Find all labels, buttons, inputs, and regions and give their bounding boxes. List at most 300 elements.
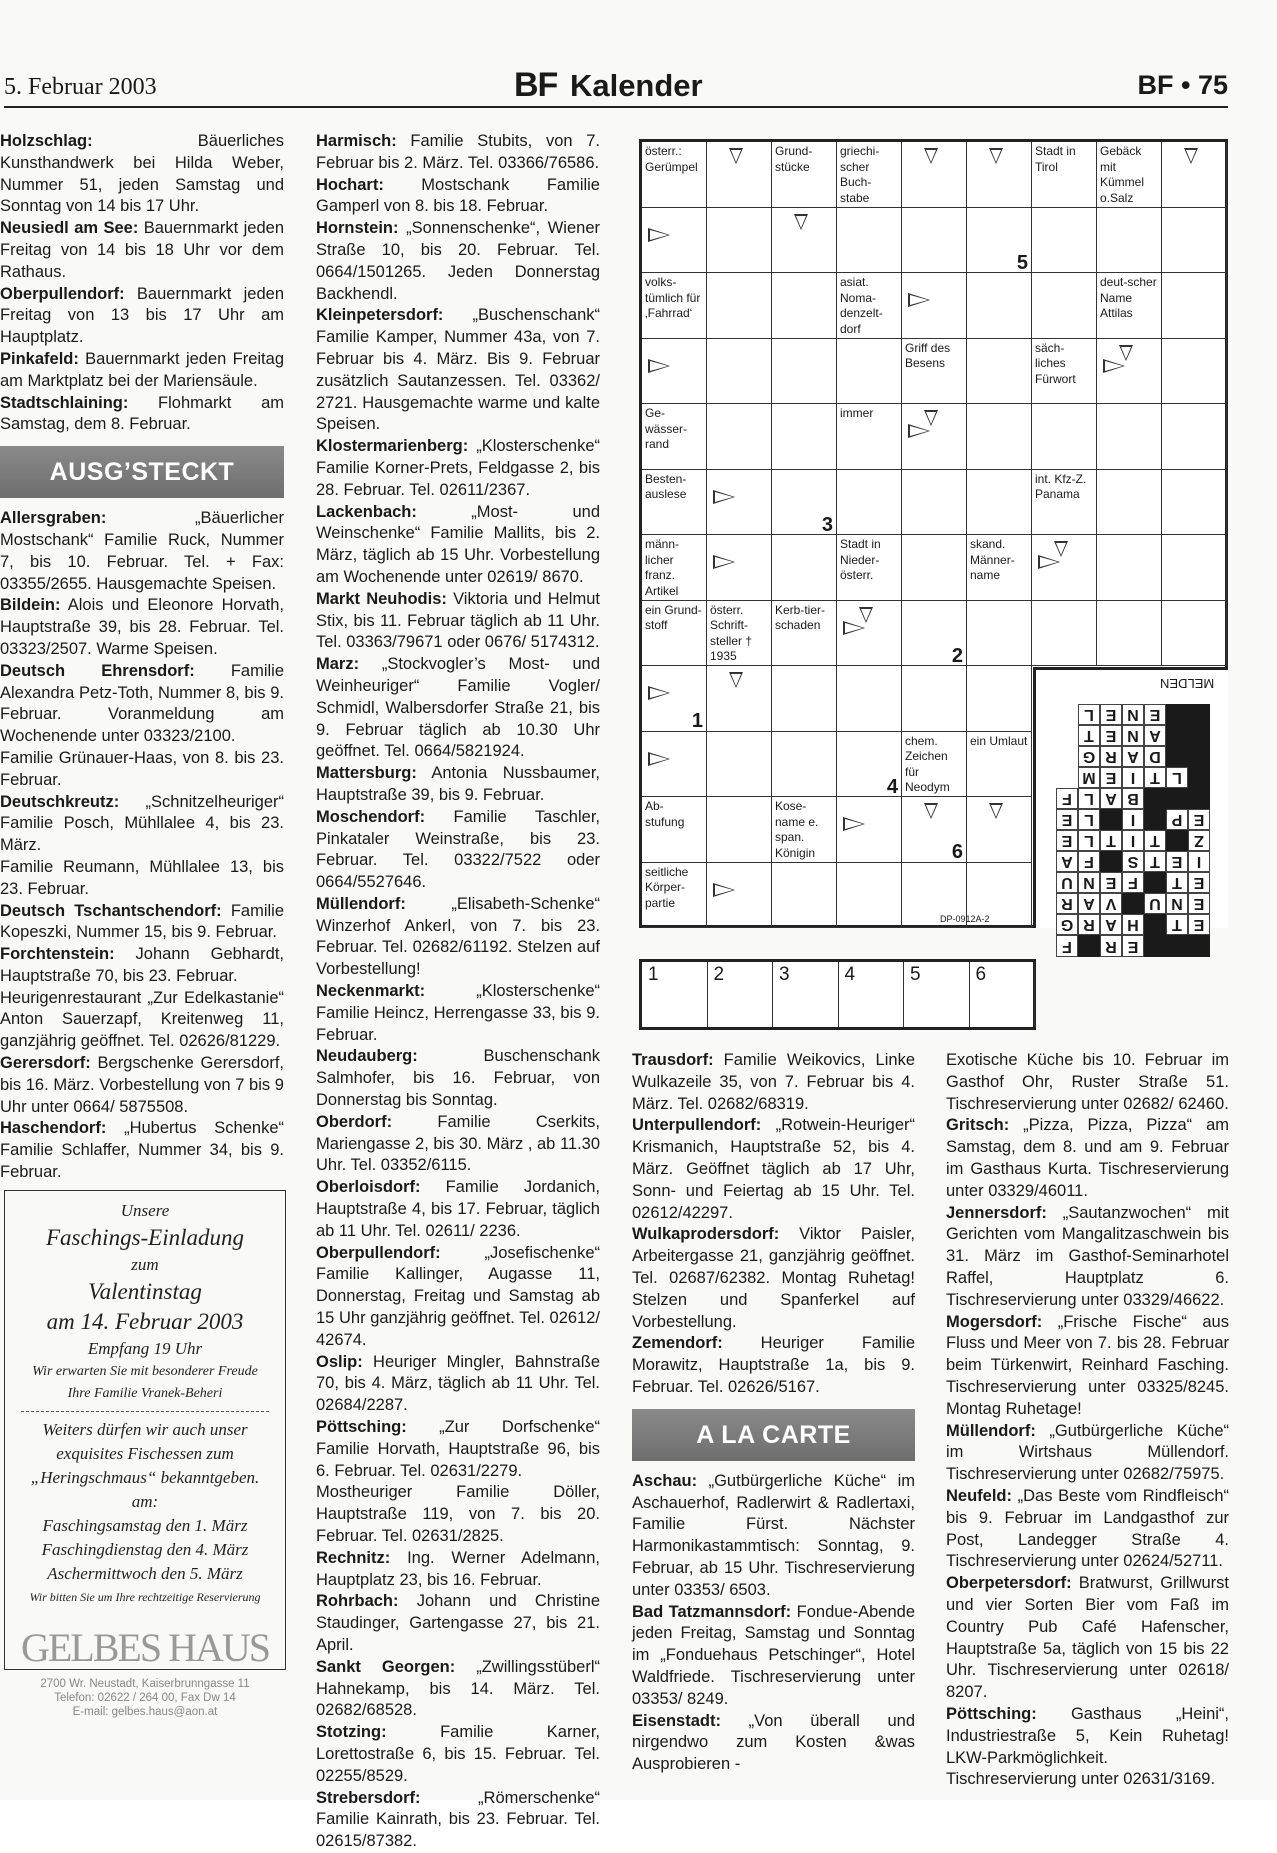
listing-entry: [316, 1722, 600, 1787]
arrow-right-icon: [648, 686, 670, 700]
arrow-down-icon: [924, 803, 938, 819]
listing-text: „Schnitzelheuriger“ Familie Posch, Mühllalee 4, bis 23. März.: [0, 792, 284, 855]
solution-cell: F: [1078, 851, 1100, 872]
crossword-cell[interactable]: [902, 797, 967, 863]
crossword-cell[interactable]: [1162, 470, 1227, 536]
listing-place: Müllendorf:: [946, 1421, 1036, 1440]
listing-place: Trausdorf:: [632, 1051, 714, 1069]
crossword-cell: [967, 535, 1032, 601]
solution-number: 4: [886, 775, 898, 797]
listing-entry: [632, 1711, 915, 1776]
solution-cell: L: [1166, 767, 1188, 788]
crossword-cell[interactable]: [902, 142, 967, 208]
crossword-cell[interactable]: [837, 470, 902, 536]
solution-cell: N: [1078, 872, 1100, 893]
listing-entry: [0, 508, 284, 595]
listing-entry: [316, 1243, 600, 1352]
crossword-cell[interactable]: [707, 208, 772, 274]
arrow-right-icon: [843, 817, 865, 831]
ad-line: Aschermittwoch den 5. März: [47, 1564, 243, 1583]
crossword-clue: skand. Männer-name: [970, 537, 1015, 582]
listing-place: Mogersdorf:: [946, 1312, 1043, 1331]
listing-entry: [0, 944, 284, 988]
solution-cell: [1166, 704, 1188, 725]
crossword-cell: [642, 273, 707, 339]
crossword-cell[interactable]: [837, 797, 902, 863]
listing-text: „Stockvogler’s Most- und Weinheuriger“ Familie Vogler/ Schmidl, Walbersdorfer Straße 21, bis 9. Februar täglich ab 10.30 Uhr geöffnet. Tel. 0664/5821924.: [316, 655, 600, 761]
crossword-cell[interactable]: [1032, 404, 1097, 470]
answer-box[interactable]: 4: [839, 962, 905, 1027]
crossword-cell: [642, 142, 707, 208]
gelbes-haus-ad: [4, 1190, 286, 1718]
crossword-cell[interactable]: [772, 666, 837, 732]
listing-place: Bildein:: [0, 596, 61, 615]
crossword-cell[interactable]: [902, 666, 967, 732]
crossword-cell[interactable]: [772, 339, 837, 405]
ad-line: zum: [131, 1255, 159, 1274]
crossword-clue: österr.: Gerümpel: [645, 144, 698, 174]
crossword-cell[interactable]: [1097, 535, 1162, 601]
listing-entry: [0, 988, 284, 1053]
listing-place: Deutsch Tschantschendorf:: [0, 901, 222, 920]
listing-entry: [0, 792, 284, 857]
listing-entry: [0, 857, 284, 901]
crossword-clue: ein Grund-stoff: [645, 602, 702, 632]
listing-text: Buschenschank Salmhofer, bis 16. Februar, von Donnerstag bis Sonntag.: [316, 1047, 600, 1110]
listing-place: Oslip:: [316, 1352, 363, 1371]
listing-place: Hochart:: [316, 175, 384, 194]
solution-cell: T: [1144, 767, 1166, 788]
crossword-clue: Grund-stücke: [775, 144, 813, 174]
solution-cell: E: [1100, 725, 1122, 746]
solution-cell: F: [1056, 935, 1078, 957]
crossword-clue: Gebäck mit Kümmel o.Salz: [1100, 144, 1145, 205]
solution-cell: N: [1122, 725, 1144, 746]
listing-entry: [0, 901, 284, 945]
listing-text: Mostheuriger Familie Döller, Hauptstraße 119, von 7. bis 20. Februar. Tel. 02631/2825.: [316, 1483, 600, 1545]
ausgsteckt-banner: AUSG’STECKT: [0, 446, 284, 498]
listing-place: Marz:: [316, 655, 360, 674]
solution-cell: [1144, 788, 1166, 809]
listing-place: Harmisch:: [316, 132, 397, 150]
crossword-cell[interactable]: [1162, 142, 1227, 208]
crossword-cell[interactable]: [642, 339, 707, 405]
listing-text: „Sonnenschenke“, Wiener Straße 10, bis 20. Februar. Tel. 0664/1501265. Jeden Donnerstag Backhendl.: [316, 219, 600, 303]
arrow-down-icon: [989, 803, 1003, 819]
listing-place: Allersgraben:: [0, 509, 107, 528]
solution-cell: E: [1100, 872, 1122, 893]
crossword-cell[interactable]: [772, 208, 837, 274]
solution-title: MELDEN: [1159, 676, 1214, 691]
solution-cell: U: [1056, 872, 1078, 893]
crossword-cell[interactable]: [967, 208, 1032, 274]
crossword-cell[interactable]: [837, 339, 902, 405]
listing-place: Pöttsching:: [946, 1704, 1037, 1723]
crossword-cell[interactable]: [707, 470, 772, 536]
listing-place: Stotzing:: [316, 1723, 387, 1742]
crossword-cell[interactable]: [1162, 535, 1227, 601]
solution-number: 1: [691, 710, 703, 732]
crossword-cell[interactable]: [772, 732, 837, 798]
ad-line: Faschingdienstag den 4. März: [41, 1540, 249, 1559]
listing-entry: [0, 1118, 284, 1183]
answer-box[interactable]: 6: [970, 962, 1036, 1027]
listing-text: Bratwurst, Grillwurst und vier Sorten Bier vom Faß im Country Pub Café Hafenscher, Hauptstraße 5a, täglich von 15 bis 22 Uhr. Tischreservierung unter 02618/ 8207.: [946, 1574, 1229, 1702]
crossword-cell[interactable]: [772, 863, 837, 929]
arrow-right-icon: [908, 293, 930, 307]
listing-text: Johann Gebhardt, Hauptstraße 70, bis 23. Februar.: [0, 945, 284, 985]
solution-cell: [1056, 746, 1078, 767]
listing-text: Flohmarkt am Samstag, dem 8. Februar.: [0, 393, 284, 434]
ad-line: Weiters dürfen wir auch unser: [42, 1420, 248, 1439]
listing-entry: [316, 1591, 600, 1656]
crossword-cell[interactable]: [1032, 601, 1097, 667]
listing-place: Lackenbach:: [316, 502, 417, 521]
crossword-cell[interactable]: [772, 404, 837, 470]
column-4: [946, 1050, 1229, 1791]
crossword-clue: immer: [840, 406, 874, 420]
crossword-cell[interactable]: [707, 797, 772, 863]
crossword-cell[interactable]: [902, 273, 967, 339]
solution-cell: [1188, 767, 1210, 788]
crossword-cell[interactable]: [967, 797, 1032, 863]
solution-cell: L: [1078, 830, 1100, 851]
listing-place: Rohrbach:: [316, 1592, 399, 1611]
listing-text: Fondue-Abende jeden Freitag, Samstag und Sonntag im „Fonduehaus Petschinger“, Hotel Waldfriede. Tischreservierung unter 03353/ 8249.: [632, 1602, 915, 1708]
crossword-cell: [1032, 470, 1097, 536]
listing-entry: [316, 1417, 600, 1482]
solution-cell: [1100, 809, 1122, 830]
listing-text: Viktor Paisler, Arbeitergasse 21, ganzjährig geöffnet. Tel. 02687/62382. Montag Ruhetag! Stelzen und Spanferkel auf Vorbestellung.: [632, 1225, 915, 1331]
ad-line: Faschingsamstag den 1. März: [42, 1516, 248, 1535]
listing-text: „Von überall und nirgendwo zum Kosten &was Ausprobieren -: [632, 1711, 915, 1774]
solution-number: 5: [1016, 251, 1028, 273]
listing-text: „Buschenschank“ Familie Kamper, Nummer 43a, von 7. Februar bis 4. März. Bis 9. Februar zusätzlich Sautanzessen. Tel. 03362/ 2721. Hausgemachte warme und kalte Speisen.: [316, 306, 600, 434]
listing-place: Neufeld:: [946, 1486, 1012, 1505]
puzzle-code: DP-0912A-2: [940, 914, 990, 924]
listing-text: Exotische Küche bis 10. Februar im Gasthof Ohr, Ruster Straße 51. Tischreservierung unter 02682/ 62460.: [946, 1051, 1229, 1113]
listing-place: Rechnitz:: [316, 1548, 391, 1567]
crossword-cell: [902, 339, 967, 405]
solution-cell: A: [1122, 746, 1144, 767]
ad-divider: [21, 1411, 269, 1412]
listing-text: Bäuerliches Kunsthandwerk bei Hilda Weber, Nummer 51, jeden Samstag und Sonntag von 14 bis 17 Uhr.: [0, 132, 284, 216]
listing-place: Oberpetersdorf:: [946, 1574, 1072, 1593]
section-title: [514, 66, 703, 105]
listing-place: Klostermarienberg:: [316, 437, 469, 456]
ad-line: „Heringschmaus“ bekanntgeben.: [30, 1468, 260, 1487]
listing-text: „Most- und Weinschenke“ Familie Mallits, bis 2. März, täglich ab 15 Uhr. Vorbestellung am Wochenende unter 02619/ 8670.: [316, 502, 600, 586]
ad-headline: Faschings-Einladung: [45, 1225, 245, 1250]
crossword-clue: Stadt in Tirol: [1035, 144, 1076, 174]
listing-entry: [0, 595, 284, 660]
crossword-cell: [1032, 339, 1097, 405]
ad-email: E-mail: gelbes.haus@aon.at: [72, 1706, 218, 1718]
solution-cell: [1122, 893, 1144, 914]
listing-place: Oberpullendorf:: [316, 1243, 441, 1262]
listing-entry: [316, 1788, 600, 1853]
listing-place: Gritsch:: [946, 1116, 1010, 1135]
listing-entry: [316, 1657, 600, 1722]
listing-place: Pinkafeld:: [0, 349, 79, 368]
listing-text: „Gutbürgerliche Küche“ im Wirtshaus Müllendorf. Tischreservierung unter 02682/75975.: [946, 1421, 1229, 1484]
listing-text: Familie Cserkits, Mariengasse 2, bis 30. März , ab 11.30 Uhr. Tel. 03352/6115.: [316, 1112, 601, 1175]
crossword-cell[interactable]: [642, 732, 707, 798]
solution-cell: T: [1144, 851, 1166, 872]
crossword-cell[interactable]: [707, 535, 772, 601]
listing-entry: [946, 1312, 1229, 1421]
crossword-cell[interactable]: [837, 863, 902, 929]
listing-entry: [316, 894, 600, 981]
arrow-right-icon: [843, 621, 865, 635]
solution-cell: [1166, 746, 1188, 767]
arrow-down-icon: [924, 410, 938, 426]
crossword-clue: Kose-name e. span. Königin: [775, 799, 819, 860]
crossword-cell[interactable]: [837, 601, 902, 667]
answer-box[interactable]: 3: [773, 962, 839, 1027]
crossword-cell[interactable]: [707, 339, 772, 405]
listing-place: Neudauberg:: [316, 1047, 418, 1066]
crossword-cell[interactable]: [967, 666, 1032, 732]
solution-cell: T: [1100, 830, 1122, 851]
answer-box[interactable]: 2: [708, 962, 774, 1027]
listing-entry: [0, 393, 284, 437]
crossword-cell[interactable]: [707, 863, 772, 929]
listing-place: Deutschkreutz:: [0, 792, 120, 811]
crossword-cell[interactable]: [707, 142, 772, 208]
crossword-cell: [642, 535, 707, 601]
solution-cell: V: [1100, 893, 1122, 914]
ad-line: exquisites Fischessen zum: [56, 1444, 234, 1463]
solution-cell: M: [1078, 767, 1100, 788]
ad-line: Unsere: [120, 1201, 170, 1220]
crossword-cell: [967, 732, 1032, 798]
arrow-right-icon: [713, 883, 735, 897]
listing-text: „Bäuerlicher Mostschank“ Familie Ruck, Nummer 7, bis 10. Februar. Tel. + Fax: 03355/2655. Hausgemachte Speisen.: [0, 509, 284, 593]
crossword-cell[interactable]: [642, 208, 707, 274]
solution-cell: [1188, 746, 1210, 767]
listing-text: Bergschenke Gerersdorf, bis 16. März. Vorbestellung von 7 bis 9 Uhr unter 0664/ 5875508.: [0, 1054, 284, 1116]
solution-cell: E: [1166, 851, 1188, 872]
crossword-cell[interactable]: [772, 273, 837, 339]
solution-cell: A: [1144, 725, 1166, 746]
crossword-cell: [642, 404, 707, 470]
solution-cell: I: [1188, 851, 1210, 872]
listing-entry: [0, 131, 284, 218]
solution-cell: [1144, 809, 1166, 830]
solution-cell: [1100, 851, 1122, 872]
solution-cell: E: [1100, 767, 1122, 788]
crossword-cell[interactable]: [707, 404, 772, 470]
crossword-solution: [1033, 667, 1228, 955]
solution-cell: Z: [1188, 830, 1210, 851]
listing-place: Moschendorf:: [316, 807, 426, 826]
solution-cell: N: [1166, 893, 1188, 914]
crossword-cell[interactable]: [902, 470, 967, 536]
solution-cell: N: [1122, 704, 1144, 725]
listing-entry: [316, 654, 600, 763]
crossword-cell[interactable]: [1162, 601, 1227, 667]
solution-cell: P: [1166, 809, 1188, 830]
crossword-cell[interactable]: [707, 273, 772, 339]
crossword-cell[interactable]: [1162, 339, 1227, 405]
crossword-cell[interactable]: [1162, 208, 1227, 274]
listing-place: Jennersdorf:: [946, 1203, 1047, 1222]
crossword-cell[interactable]: [1032, 208, 1097, 274]
solution-cell: R: [1078, 914, 1100, 935]
solution-cell: [1166, 725, 1188, 746]
crossword-cell[interactable]: [1097, 208, 1162, 274]
listing-text: „Hubertus Schenke“ Familie Schlaffer, Nummer 34, bis 9. Februar.: [0, 1119, 284, 1182]
crossword-cell[interactable]: [967, 339, 1032, 405]
page-number: BF • 75: [1137, 70, 1228, 100]
crossword-cell[interactable]: [1097, 470, 1162, 536]
crossword-cell[interactable]: [1162, 404, 1227, 470]
listing-place: Deutsch Ehrensdorf:: [0, 661, 195, 680]
solution-cell: [1056, 767, 1078, 788]
crossword-cell[interactable]: [967, 470, 1032, 536]
listing-entry: [632, 1224, 915, 1333]
crossword-cell[interactable]: [967, 601, 1032, 667]
listing-place: Aschau:: [632, 1471, 698, 1490]
listing-place: Oberpullendorf:: [0, 284, 125, 303]
solution-cell: E: [1188, 809, 1210, 830]
crossword-cell[interactable]: [772, 535, 837, 601]
listing-place: Neckenmarkt:: [316, 982, 426, 1001]
crossword-cell[interactable]: [902, 404, 967, 470]
listing-entry: [316, 1482, 600, 1547]
crossword-cell[interactable]: [1032, 273, 1097, 339]
crossword-cell[interactable]: [967, 273, 1032, 339]
listing-text: Johann und Christine Staudinger, Gartengasse 27, bis 21. April.: [316, 1592, 600, 1654]
crossword-cell[interactable]: [837, 208, 902, 274]
arrow-down-icon: [859, 607, 873, 623]
listing-entry: [946, 1421, 1229, 1486]
listing-place: Stadtschlaining:: [0, 393, 129, 412]
crossword-cell[interactable]: [837, 666, 902, 732]
solution-cell: L: [1078, 788, 1100, 809]
arrow-right-icon: [908, 424, 930, 438]
listing-entry: [632, 1602, 915, 1711]
crossword-cell[interactable]: [772, 470, 837, 536]
listing-text: Familie Alexandra Petz-Toth, Nummer 8, bis 9. Februar. Voranmeldung am Wochenende unter 03323/2100.: [0, 661, 285, 746]
listing-text: Ing. Werner Adelmann, Hauptplatz 23, bis 16. Februar.: [316, 1548, 600, 1589]
arrow-right-icon: [648, 228, 670, 242]
solution-cell: R: [1100, 935, 1122, 957]
arrow-right-icon: [1038, 555, 1060, 569]
solution-cell: A: [1056, 851, 1078, 872]
solution-cell: T: [1166, 914, 1188, 935]
crossword-clue: Kerb-tier-schaden: [775, 602, 826, 632]
listing-place: Forchtenstein:: [0, 945, 115, 964]
crossword-cell: [902, 732, 967, 798]
arrow-down-icon: [1184, 148, 1198, 164]
listing-place: Zemendorf:: [632, 1334, 723, 1353]
crossword-cell: [837, 535, 902, 601]
listing-entry: [316, 1177, 600, 1242]
crossword-cell[interactable]: [707, 732, 772, 798]
listing-text: „Zur Dorfschenke“ Familie Horvath, Hauptstraße 96, bis 6. Februar. Tel. 02631/2279.: [316, 1418, 600, 1480]
listing-text: „Römerschenke“ Familie Kainrath, bis 23. Februar. Tel. 02615/87382.: [316, 1788, 600, 1851]
crossword-cell[interactable]: [902, 601, 967, 667]
listing-entry: [316, 1352, 600, 1417]
crossword-clue: Ab-stufung: [645, 799, 685, 829]
crossword-cell[interactable]: [967, 142, 1032, 208]
listing-entry: [316, 981, 600, 1046]
solution-cell: L: [1078, 704, 1100, 725]
listing-place: Oberloisdorf:: [316, 1178, 421, 1197]
arrow-down-icon: [729, 672, 743, 688]
listing-entry: [946, 1115, 1229, 1202]
crossword-cell[interactable]: [837, 732, 902, 798]
solution-cell: [1056, 704, 1078, 725]
crossword-cell[interactable]: [967, 404, 1032, 470]
crossword-cell[interactable]: [1162, 273, 1227, 339]
crossword-clue: int. Kfz-Z. Panama: [1035, 471, 1087, 501]
ad-address: 2700 Wr. Neustadt, Kaiserbrunngasse 11: [40, 1678, 250, 1690]
solution-cell: H: [1122, 914, 1144, 935]
listing-text: Familie Grünauer-Haas, von 8. bis 23. Februar.: [0, 748, 284, 789]
solution-cell: G: [1078, 746, 1100, 767]
crossword-cell: [642, 863, 707, 929]
solution-cell: [1188, 704, 1210, 725]
crossword-cell: [772, 142, 837, 208]
listing-entry: [0, 349, 284, 393]
listing-text: Bauernmarkt jeden Freitag von 14 bis 18 Uhr vor dem Rathaus.: [0, 219, 285, 281]
crossword-cell: [837, 273, 902, 339]
crossword-cell[interactable]: [1032, 535, 1097, 601]
crossword-cell[interactable]: [707, 666, 772, 732]
solution-cell: [1188, 935, 1210, 957]
listing-text: „Klosterschenke“ Familie Heincz, Herrengasse 33, bis 9. Februar.: [316, 982, 600, 1044]
crossword-cell[interactable]: [642, 666, 707, 732]
answer-box[interactable]: 1: [642, 962, 708, 1027]
listing-place: Eisenstadt:: [632, 1711, 721, 1730]
crossword-cell[interactable]: [902, 208, 967, 274]
listing-entry: [946, 1050, 1229, 1115]
crossword-clue: säch-liches Fürwort: [1035, 340, 1076, 386]
ad-headline: Valentinstag: [88, 1279, 202, 1304]
column-2: [316, 131, 600, 1853]
listing-text: „Gutbürgerliche Küche“ im Aschauerhof, Radlerwirt & Radlertaxi, Familie Fürst. Nächster Harmonikastammtisch: Sonntag, 9. Februar, ab 15 Uhr. Tischreservierung unter 03353/ 6503.: [632, 1471, 915, 1599]
crossword-cell[interactable]: [1097, 339, 1162, 405]
crossword-clue: Griff des Besens: [905, 340, 951, 370]
listing-text: Antonia Nussbaumer, Hauptstraße 39, bis 9. Februar.: [316, 764, 600, 804]
crossword-cell: [772, 601, 837, 667]
crossword-cell[interactable]: [902, 535, 967, 601]
solution-cell: E: [1056, 809, 1078, 830]
answer-box[interactable]: 5: [904, 962, 970, 1027]
solution-cell: D: [1144, 746, 1166, 767]
listing-place: Kleinpetersdorf:: [316, 306, 444, 325]
solution-cell: E: [1188, 914, 1210, 935]
solution-cell: R: [1100, 746, 1122, 767]
listing-place: Wulkaprodersdorf:: [632, 1225, 780, 1244]
solution-cell: [1144, 872, 1166, 893]
listing-place: Holzschlag:: [0, 132, 93, 150]
crossword-cell: [1097, 142, 1162, 208]
crossword-cell[interactable]: [1097, 601, 1162, 667]
solution-cell: S: [1122, 851, 1144, 872]
solution-cell: G: [1056, 914, 1078, 935]
solution-cell: I: [1122, 767, 1144, 788]
listing-entry: [316, 807, 600, 894]
solution-cell: [1188, 788, 1210, 809]
listing-text: Mostschank Familie Gamperl von 8. bis 18. Februar.: [316, 175, 600, 216]
crossword-cell[interactable]: [1097, 404, 1162, 470]
arrow-down-icon: [1119, 345, 1133, 361]
crossword-cell: [642, 601, 707, 667]
